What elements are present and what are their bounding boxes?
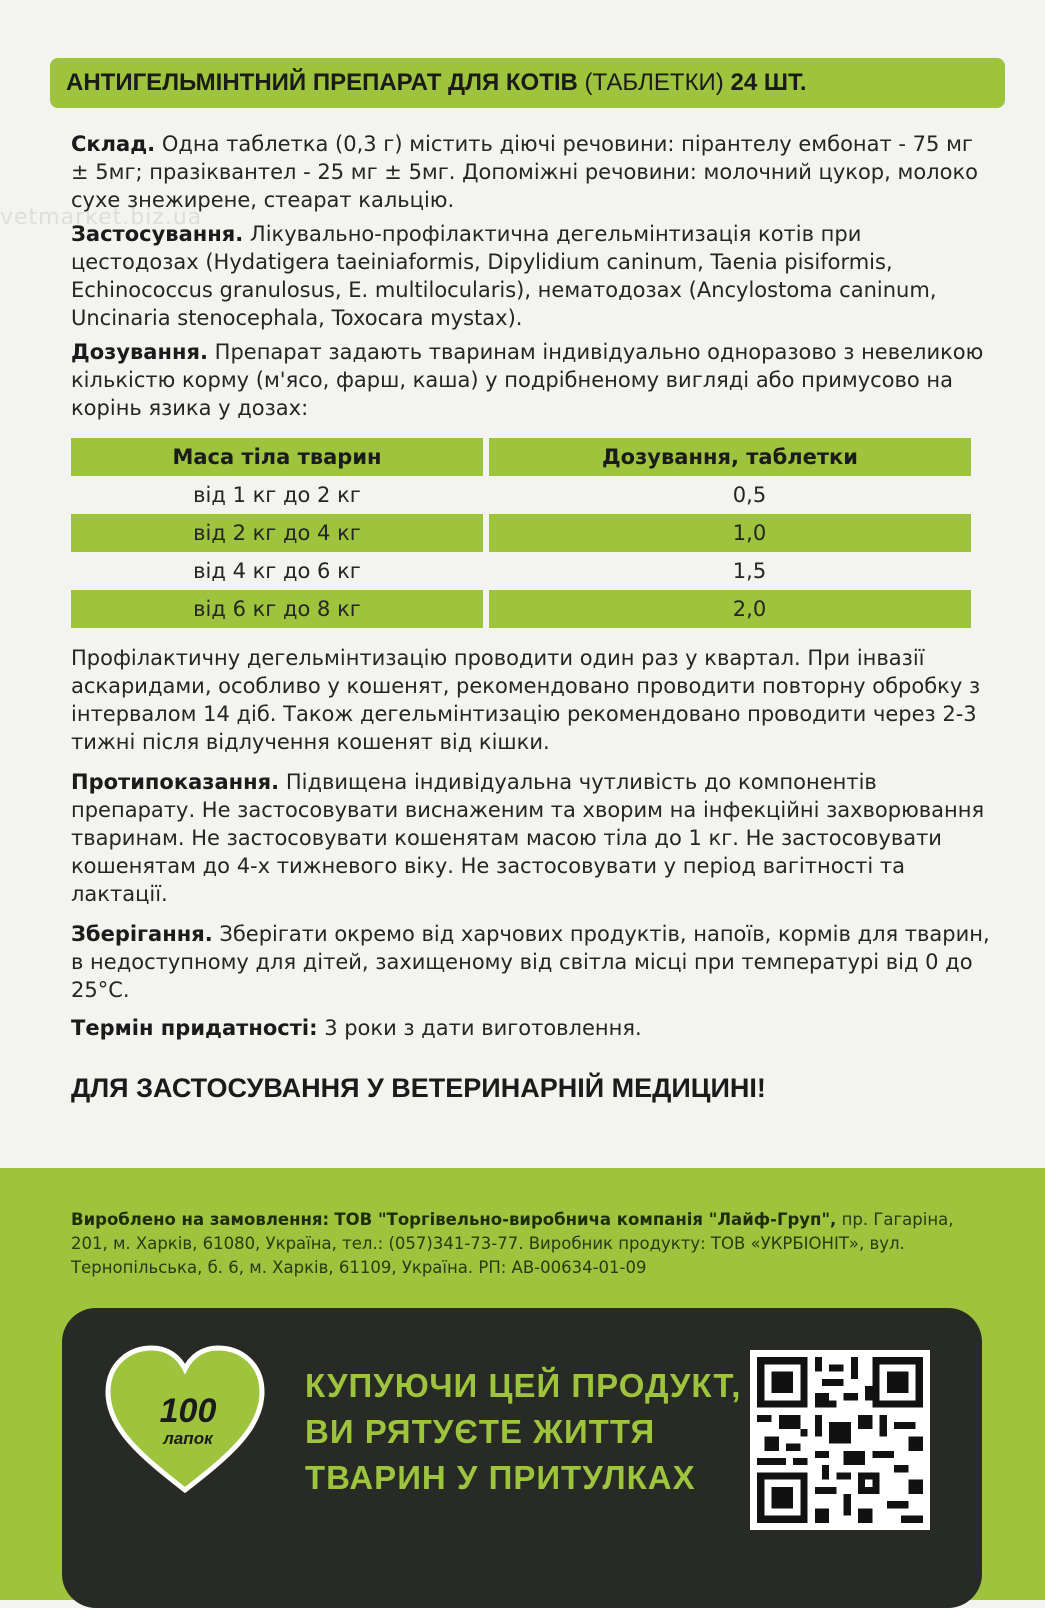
shelf-life-text: 3 роки з дати виготовлення. [324,1016,642,1040]
watermark: vetmarket.biz.ua [0,205,203,230]
table-cell-weight: від 1 кг до 2 кг [71,476,489,514]
usage-text: Лікувально-профілактична дегельмінтизація котів при цестодозах (Hydatigera taeiniaformis, Dipylidium caninum, Taenia pisiformis, Echinococcus granulosus, E. multilocularis), нематодозах (Ancylostoma caninum, Uncinaria stenocephala, Toxocara mystax). [71,222,937,330]
storage-label: Зберігання. [71,922,213,946]
table-cell-dose: 1,5 [732,559,767,583]
manufacturer-info [71,1208,991,1280]
qr-code-icon [750,1350,930,1530]
table-cell-weight: від 4 кг до 6 кг [71,552,489,590]
heart-logo [100,1340,270,1500]
logo-number: 100 [159,1392,217,1430]
manufacturer-label: Вироблено на замовлення: [71,1210,330,1229]
title-count: 24 ШТ. [730,69,807,96]
dosage-text: Препарат задають тваринам індивідуально одноразово з невеликою кількістю корму (м'ясо, фарш, каша) у подрібненому вигляді або примусово на корінь язика у дозах: [71,340,984,420]
manufacturer-details: пр. Гагаріна, 201, м. Харків, 61080, Україна, тел.: (057)341-73-77. Виробник продукту: ТОВ «УКРБІОНІТ», вул. Тернопільська, б. 6, м. Харків, 61109, Україна. РП: АВ-00634-01-09 [71,1210,954,1277]
title-form: (ТАБЛЕТКИ) [584,69,724,96]
title-main: АНТИГЕЛЬМІНТНИЙ ПРЕПАРАТ ДЛЯ КОТІВ [66,69,578,96]
table-row [71,552,971,590]
instructions [71,130,991,1102]
product-title [50,58,1005,108]
shelf-life-section [71,1014,991,1042]
contraindications-label: Протипоказання. [71,770,280,794]
table-row [71,514,971,552]
table-header-row [71,438,971,476]
composition-label: Склад. [71,132,156,156]
table-row [71,590,971,628]
logo-word: лапок [163,1429,213,1448]
usage-section [71,220,991,332]
storage-text: Зберігати окремо від харчових продуктів, напоїв, кормів для тварин, в недоступному для дітей, захищеному від світла місці при температурі від 0 до 25°С. [71,922,990,1002]
table-cell-weight: від 6 кг до 8 кг [71,590,489,628]
contraindications-text: Підвищена індивідуальна чутливість до компонентів препарату. Не застосовувати виснаженим та хворим на інфекційні захворювання тваринам. Не застосовувати кошенятам масою тіла до 1 кг. Не застосовувати кошенятам до 4-х тижневого віку. Не застосовувати у період вагітності та лактації. [71,770,985,906]
table-cell-weight: від 2 кг до 4 кг [71,514,489,552]
table-header-weight: Маса тіла тварин [71,438,489,476]
usage-label: Застосування. [71,222,244,246]
table-row [71,476,971,514]
dosage-section [71,338,991,422]
slogan-line-2: ВИ РЯТУЄТЕ ЖИТТЯ [305,1413,656,1450]
storage-section [71,920,991,1004]
table-cell-dose: 0,5 [732,483,767,507]
table-header-dose: Дозування, таблетки [489,438,971,476]
dosage-table [71,438,971,628]
table-cell-dose: 2,0 [489,590,971,628]
shelf-life-label: Термін придатності: [71,1016,318,1040]
slogan-line-1: КУПУЮЧИ ЦЕЙ ПРОДУКТ, [305,1367,742,1404]
contraindications-section [71,768,991,908]
composition-section [71,130,991,214]
table-cell-dose: 1,0 [489,514,971,552]
dosage-label: Дозування. [71,340,208,364]
prophylaxis-text: Профілактичну дегельмінтизацію проводити один раз у квартал. При інвазії аскаридами, особливо у кошенят, рекомендовано проводити повторну обробку з інтервалом 14 діб. Також дегельмінтизацію рекомендовано проводити через 2-3 тижні після відлучення кошенят від кішки. [71,646,981,754]
vet-notice: ДЛЯ ЗАСТОСУВАННЯ У ВЕТЕРИНАРНІЙ МЕДИЦИНІ! [71,1073,766,1103]
manufacturer-company: ТОВ "Торгівельно-виробнича компанія "Лайф-Груп", [334,1210,837,1229]
slogan-line-3: ТВАРИН У ПРИТУЛКАХ [305,1459,696,1496]
qr-code[interactable] [750,1350,930,1530]
composition-text: Одна таблетка (0,3 г) містить діючі речовини: пірантелу ембонат - 75 мг ± 5мг; празіквантел - 25 мг ± 5мг. Допоміжні речовини: молочний цукор, молоко сухе знежирене, стеарат кальцію. [71,132,978,212]
charity-slogan [305,1363,742,1501]
